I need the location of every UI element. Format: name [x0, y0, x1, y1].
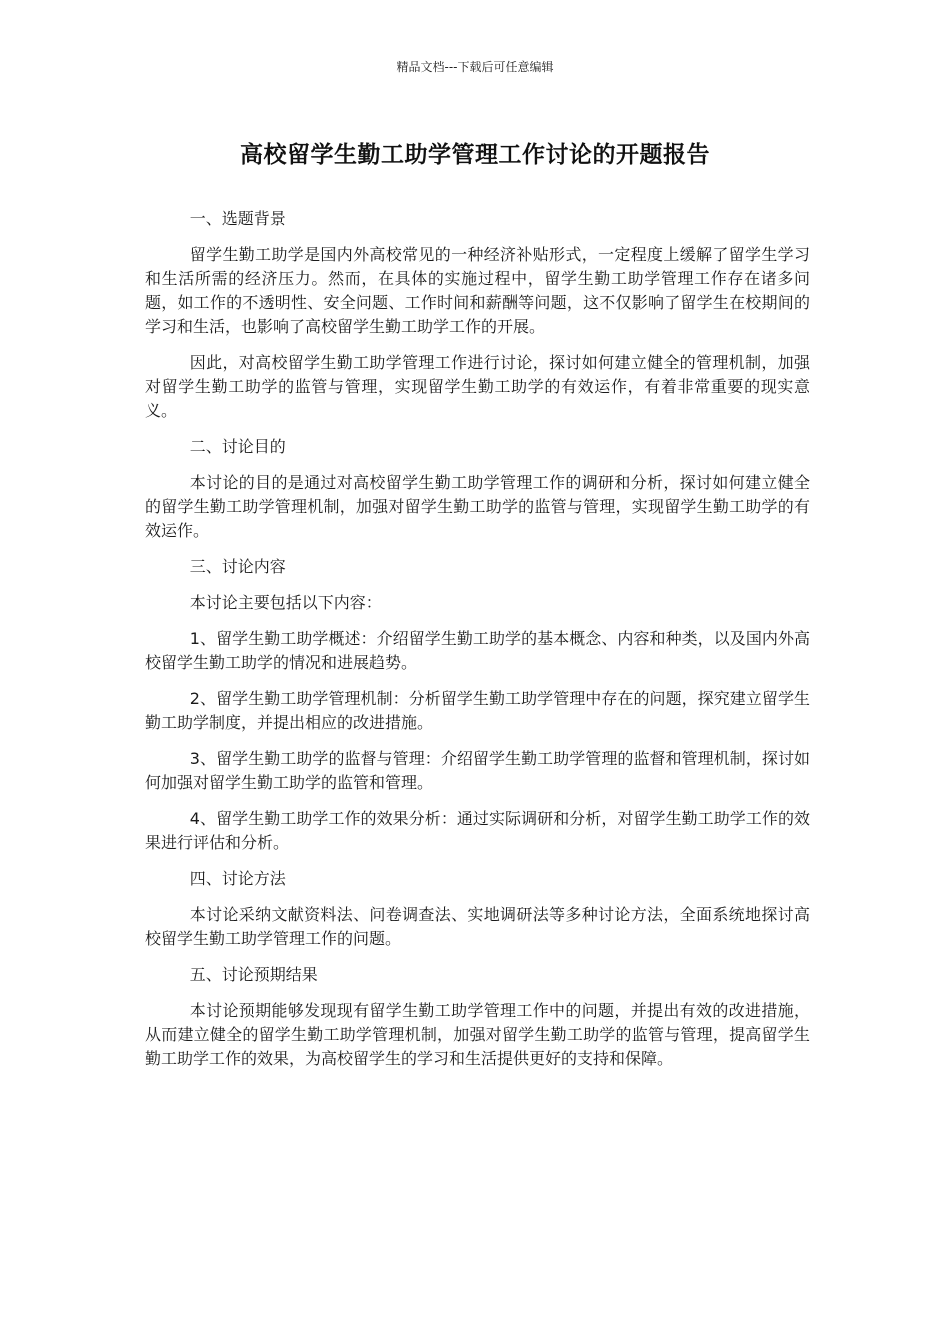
document-title: 高校留学生勤工助学管理工作讨论的开题报告 [240, 142, 710, 168]
section-heading-purpose: 二、讨论目的 [189, 437, 286, 456]
list-item-content-3: 3、留学生勤工助学的监督与管理：介绍留学生勤工助学管理的监督和管理机制，探讨如何加强对留学生勤工助学的监管和管理。 [145, 749, 810, 792]
paragraph-background-2: 因此，对高校留学生勤工助学管理工作进行讨论，探讨如何建立健全的管理机制，加强对留学生勤工助学的监管与管理，实现留学生勤工助学的有效运作，有着非常重要的现实意义。 [145, 353, 810, 420]
paragraph-method: 本讨论采纳文献资料法、问卷调查法、实地调研法等多种讨论方法，全面系统地探讨高校留学生勤工助学管理工作的问题。 [145, 905, 810, 948]
section-heading-expected-results: 五、讨论预期结果 [189, 965, 318, 984]
paragraph-content-intro: 本讨论主要包括以下内容： [189, 593, 382, 612]
paragraph-background-1: 留学生勤工助学是国内外高校常见的一种经济补贴形式，一定程度上缓解了留学生学习和生活所需的经济压力。然而，在具体的实施过程中，留学生勤工助学管理工作存在诸多问题，如工作的不透明性、安全问题、工作时间和薪酬等问题，这不仅影响了留学生在校期间的学习和生活，也影响了高校留学生勤工助学工作的开展。 [145, 245, 810, 336]
section-heading-background: 一、选题背景 [189, 209, 286, 228]
paragraph-expected-results: 本讨论预期能够发现现有留学生勤工助学管理工作中的问题，并提出有效的改进措施，从而建立健全的留学生勤工助学管理机制，加强对留学生勤工助学的监管与管理，提高留学生勤工助学工作的效果，为高校留学生的学习和生活提供更好的支持和保障。 [145, 1001, 810, 1068]
list-item-content-4: 4、留学生勤工助学工作的效果分析：通过实际调研和分析，对留学生勤工助学工作的效果进行评估和分析。 [145, 809, 810, 852]
page-header: 精品文档---下载后可任意编辑 [396, 60, 554, 74]
paragraph-purpose: 本讨论的目的是通过对高校留学生勤工助学管理工作的调研和分析，探讨如何建立健全的留学生勤工助学管理机制，加强对留学生勤工助学的监管与管理，实现留学生勤工助学的有效运作。 [145, 473, 810, 540]
list-item-content-2: 2、留学生勤工助学管理机制：分析留学生勤工助学管理中存在的问题，探究建立留学生勤工助学制度，并提出相应的改进措施。 [145, 689, 810, 732]
list-item-content-1: 1、留学生勤工助学概述：介绍留学生勤工助学的基本概念、内容和种类，以及国内外高校留学生勤工助学的情况和进展趋势。 [145, 629, 810, 672]
document-body [145, 207, 810, 1083]
section-heading-method: 四、讨论方法 [189, 869, 286, 888]
section-heading-content: 三、讨论内容 [189, 557, 286, 576]
